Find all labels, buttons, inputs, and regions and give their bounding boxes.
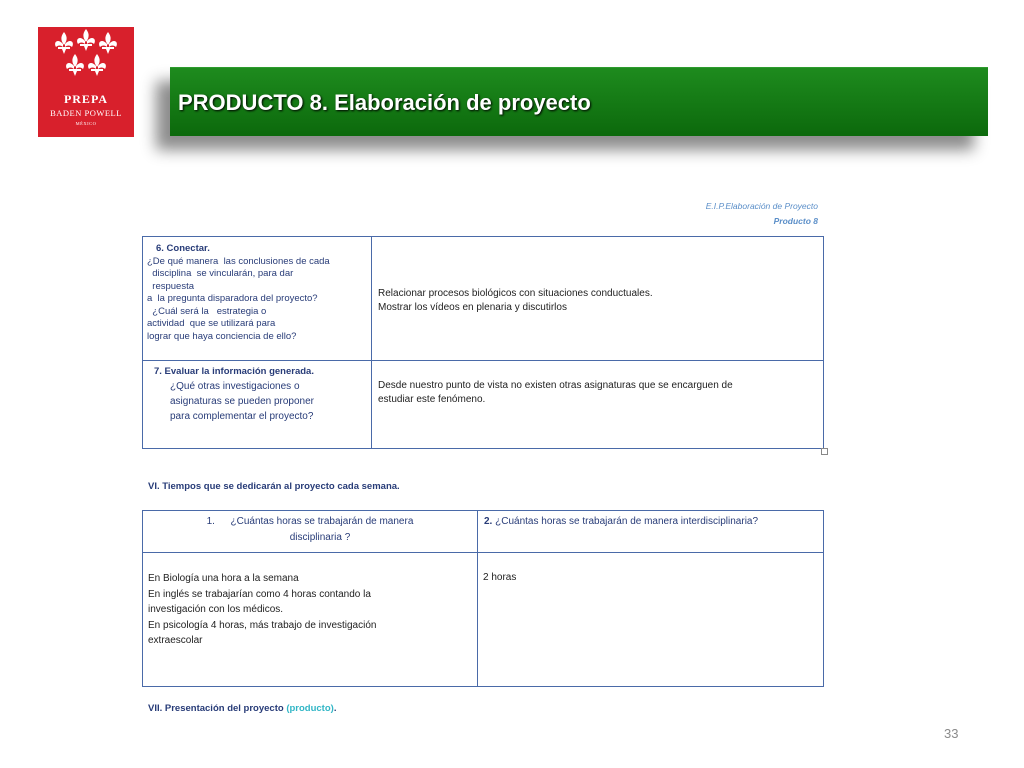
cell-evaluar-label xyxy=(143,361,372,449)
fleur-de-lis-icon xyxy=(38,27,134,91)
answer1-line1: En Biología una hora a la semana xyxy=(148,573,299,584)
header1-line2: disciplinaria ? xyxy=(289,532,351,543)
conectar-q7: lograr que haya conciencia de ello? xyxy=(147,330,297,342)
evaluar-q2: asignaturas se pueden proponer xyxy=(170,395,314,407)
slide-title: PRODUCTO 8. Elaboración de proyecto xyxy=(178,90,591,115)
title-banner xyxy=(170,67,988,136)
section-vi-title: VI. Tiempos que se dedicarán al proyecto cada semana. xyxy=(148,481,400,492)
hours-table xyxy=(142,510,824,687)
cell-conectar-value xyxy=(372,237,824,361)
hours-header-interdisciplinary xyxy=(478,511,824,553)
school-logo xyxy=(38,27,134,137)
evaluar-title: 7. Evaluar la información generada. xyxy=(154,366,314,377)
cell-conectar-label xyxy=(143,237,372,361)
table-row-conectar xyxy=(143,237,824,361)
conectar-q6: actividad que se utilizará para xyxy=(147,318,276,329)
page-number: 33 xyxy=(944,726,959,741)
answer1-line4: En psicología 4 horas, más trabajo de investigación xyxy=(148,619,377,631)
conectar-q1: ¿De qué manera las conclusiones de cada xyxy=(147,255,330,267)
conectar-title: 6. Conectar. xyxy=(156,243,210,254)
evaluar-q3: para complementar el proyecto? xyxy=(170,410,314,422)
doc-header-line2: Producto 8 xyxy=(773,216,818,226)
answer1-line3: investigación con los médicos. xyxy=(148,604,284,615)
evaluar-answer-line1: Desde nuestro punto de vista no existen otras asignaturas que se encarguen de xyxy=(378,380,733,391)
section-vii-end: . xyxy=(333,703,337,714)
conectar-q3: respuesta xyxy=(147,280,194,292)
answer1-line5: extraescolar xyxy=(148,635,203,646)
table-resize-handle xyxy=(821,448,828,455)
section-vii-highlight: (producto) xyxy=(286,703,334,714)
logo-text-prepa: PREPA xyxy=(63,92,109,106)
hours-header-row xyxy=(143,511,824,553)
evaluar-q1: ¿Qué otras investigaciones o xyxy=(170,380,300,392)
answer1-line2: En inglés se trabajarían como 4 horas contando la xyxy=(148,588,371,600)
conectar-answer-line2: Mostrar los vídeos en plenaria y discutirlos xyxy=(378,302,567,313)
hours-header-disciplinary xyxy=(143,511,478,553)
cell-evaluar-value xyxy=(372,361,824,449)
hours-answer-disciplinary xyxy=(143,553,478,687)
hours-answer-row xyxy=(143,553,824,687)
logo-text-mexico: MÉXICO xyxy=(75,121,97,126)
hours-answer-interdisciplinary xyxy=(478,553,824,687)
conectar-q4: a la pregunta disparadora del proyecto? xyxy=(147,293,318,304)
header2-number: 2. xyxy=(484,516,493,527)
conectar-answer-line1: Relacionar procesos biológicos con situaciones conductuales. xyxy=(378,288,653,299)
header2-text: ¿Cuántas horas se trabajarán de manera interdisciplinaria? xyxy=(495,516,759,527)
section-vii-label: VII. Presentación del proyecto xyxy=(148,703,287,714)
conectar-q5: ¿Cuál será la estrategia o xyxy=(147,305,267,317)
project-table xyxy=(142,236,824,449)
conectar-q2: disciplina se vincularán, para dar xyxy=(147,268,294,279)
table-row-evaluar xyxy=(143,361,824,449)
header1-line1: ¿Cuántas horas se trabajarán de manera xyxy=(230,516,414,527)
doc-header-line1: E.I.P.Elaboración de Proyecto xyxy=(705,201,818,211)
evaluar-answer-line2: estudiar este fenómeno. xyxy=(378,394,486,405)
answer2-text: 2 horas xyxy=(483,572,517,583)
header1-number: 1. xyxy=(206,516,215,527)
logo-text-baden-powell: BADEN POWELL xyxy=(50,108,122,118)
section-vii-title xyxy=(148,703,336,714)
